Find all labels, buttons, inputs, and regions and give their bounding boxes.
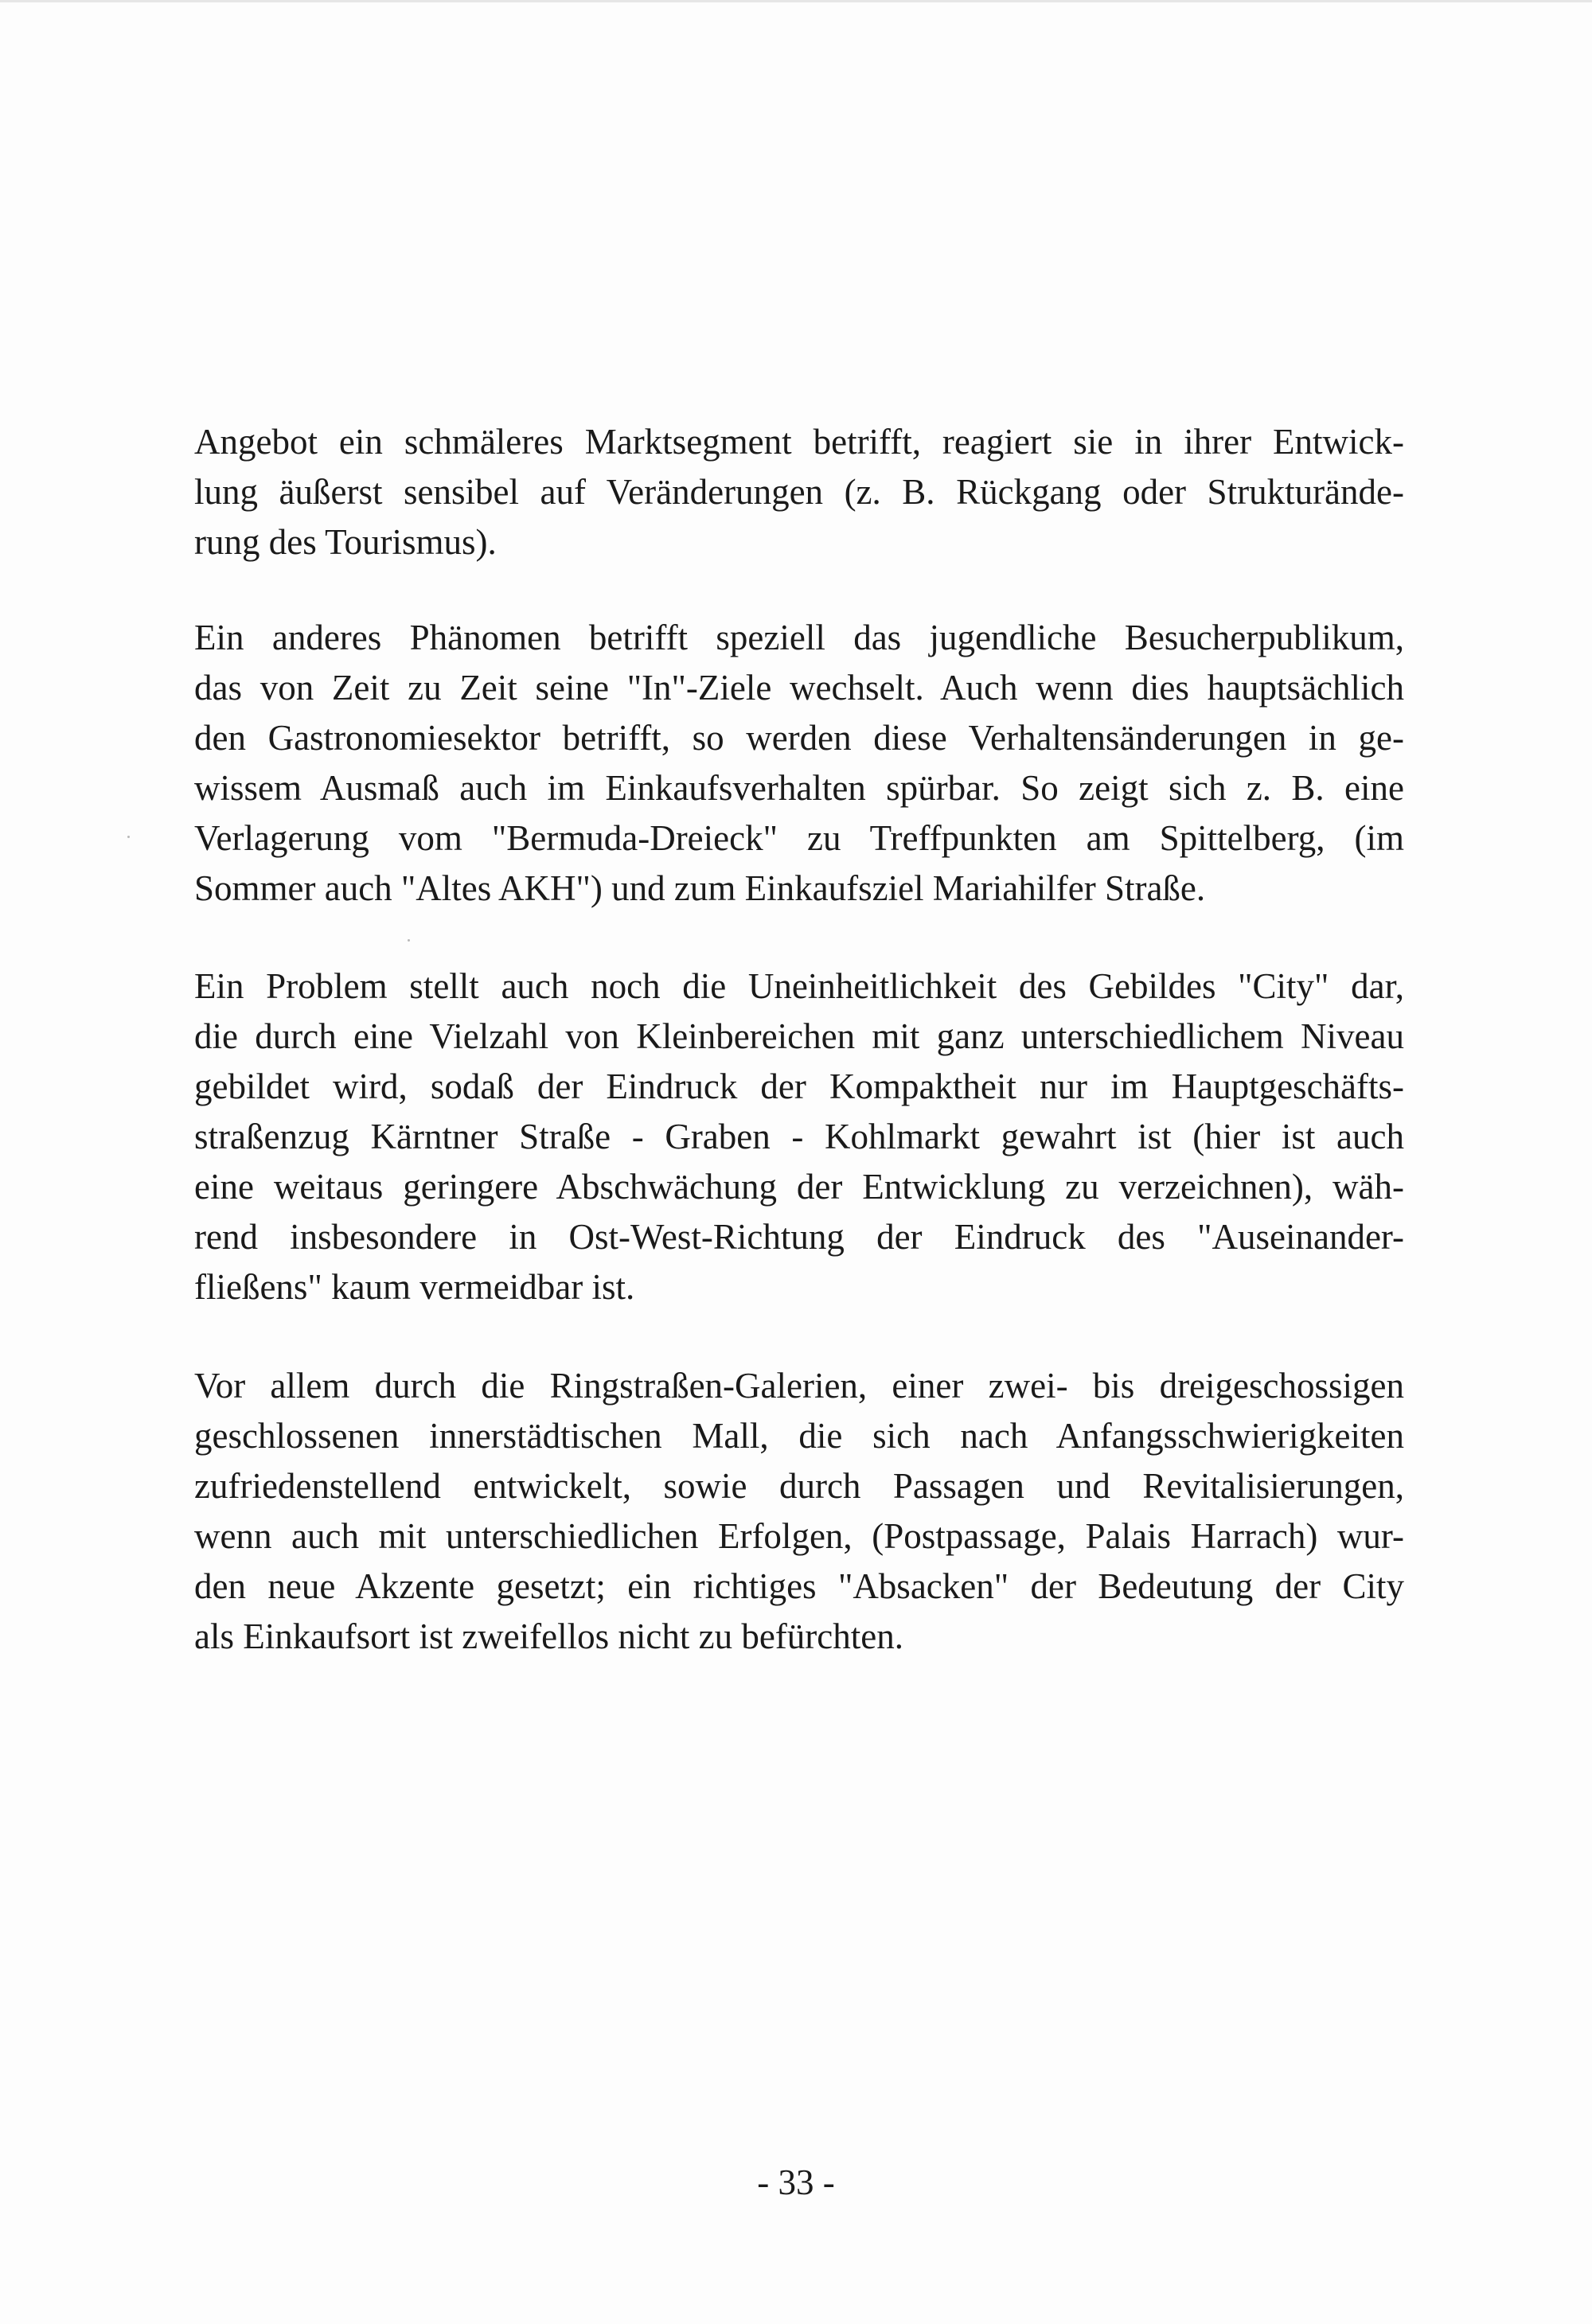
paragraph-line: geschlossenen innerstädtischen Mall, die sich nach Anfangsschwierigkeiten xyxy=(194,1416,1404,1456)
paragraph-line: fließens" kaum vermeidbar ist. xyxy=(194,1267,635,1307)
paragraph-4 xyxy=(194,1361,1404,1662)
paragraph-1 xyxy=(194,417,1404,567)
paragraph-line: Angebot ein schmäleres Marktsegment betrifft, reagiert sie in ihrer Entwick- xyxy=(194,422,1404,462)
paragraph-2 xyxy=(194,613,1404,914)
paragraph-line: als Einkaufsort ist zweifellos nicht zu befürchten. xyxy=(194,1616,903,1656)
paragraph-line: Verlagerung vom "Bermuda-Dreieck" zu Treffpunkten am Spittelberg, (im xyxy=(194,818,1404,858)
paragraph-line: den Gastronomiesektor betrifft, so werden diese Verhaltensänderungen in ge- xyxy=(194,718,1404,758)
paragraph-line: gebildet wird, sodaß der Eindruck der Kompaktheit nur im Hauptgeschäfts- xyxy=(194,1066,1404,1106)
paragraph-line: den neue Akzente gesetzt; ein richtiges "Absacken" der Bedeutung der City xyxy=(194,1566,1404,1606)
paragraph-line: lung äußerst sensibel auf Veränderungen (z. B. Rückgang oder Strukturände- xyxy=(194,472,1404,512)
paragraph-line: die durch eine Vielzahl von Kleinbereichen mit ganz unterschiedlichem Niveau xyxy=(194,1016,1404,1056)
paragraph-line: wissem Ausmaß auch im Einkaufsverhalten spürbar. So zeigt sich z. B. eine xyxy=(194,768,1404,808)
scan-speck xyxy=(127,836,130,838)
paragraph-line: zufriedenstellend entwickelt, sowie durch Passagen und Revitalisierungen, xyxy=(194,1466,1404,1506)
scan-speck xyxy=(408,939,410,942)
paragraph-line: rung des Tourismus). xyxy=(194,522,497,562)
paragraph-line: eine weitaus geringere Abschwächung der Entwicklung zu verzeichnen), wäh- xyxy=(194,1167,1404,1207)
paragraph-line: Sommer auch "Altes AKH") und zum Einkaufsziel Mariahilfer Straße. xyxy=(194,868,1206,908)
paragraph-line: straßenzug Kärntner Straße - Graben - Kohlmarkt gewahrt ist (hier ist auch xyxy=(194,1117,1404,1156)
page-number: - 33 - xyxy=(757,2162,835,2202)
paragraph-line: Ein anderes Phänomen betrifft speziell das jugendliche Besucherpublikum, xyxy=(194,618,1404,657)
paragraph-line: rend insbesondere in Ost-West-Richtung der Eindruck des "Auseinander- xyxy=(194,1217,1404,1257)
paragraph-line: wenn auch mit unterschiedlichen Erfolgen, (Postpassage, Palais Harrach) wur- xyxy=(194,1516,1404,1556)
paragraph-3 xyxy=(194,961,1404,1312)
paragraph-line: Vor allem durch die Ringstraßen-Galerien, einer zwei- bis dreigeschossigen xyxy=(194,1366,1404,1406)
paragraph-line: das von Zeit zu Zeit seine "In"-Ziele wechselt. Auch wenn dies hauptsächlich xyxy=(194,668,1404,708)
paragraph-line: Ein Problem stellt auch noch die Uneinheitlichkeit des Gebildes "City" dar, xyxy=(194,966,1404,1006)
scan-top-edge xyxy=(0,0,1592,2)
